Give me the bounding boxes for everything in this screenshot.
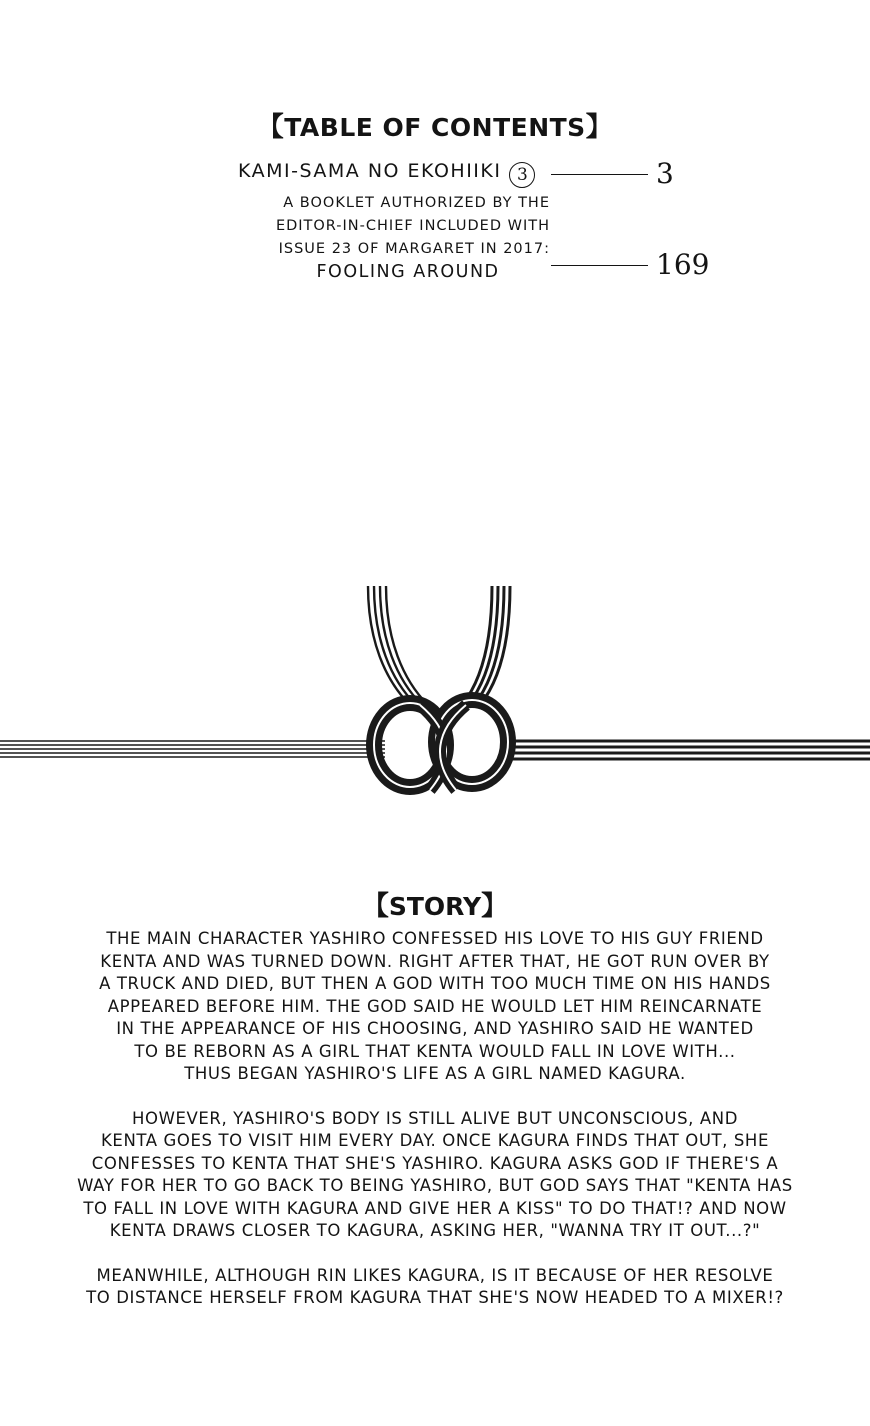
story-line: A TRUCK AND DIED, BUT THEN A GOD WITH TOO MUCH TIME ON HIS HANDS [99, 974, 771, 993]
toc-bracket-open: 【 [256, 112, 285, 143]
toc-heading-text: TABLE OF CONTENTS [284, 113, 586, 142]
story-line: TO FALL IN LOVE WITH KAGURA AND GIVE HER A KISS" TO DO THAT!? AND NOW [83, 1198, 787, 1218]
story-line: HOWEVER, YASHIRO'S BODY IS STILL ALIVE BUT UNCONSCIOUS, AND [131, 1108, 739, 1128]
right-cord [505, 741, 870, 759]
story-bracket-open: 【 [361, 891, 389, 922]
story-line: CONFESSES TO KENTA THAT SHE'S YASHIRO. KAGURA ASKS GOD IF THERE'S A [91, 1153, 779, 1173]
toc-entry-1-leader-line [551, 174, 648, 175]
left-strand [368, 586, 428, 705]
volume-number-badge: 3 [509, 162, 535, 188]
story-line: THE MAIN CHARACTER YASHIRO CONFESSED HIS LOVE TO HIS GUY FRIEND [106, 929, 764, 948]
story-paragraph-3 [40, 1265, 830, 1310]
story-heading-text: STORY [388, 892, 482, 921]
toc-entry-2-description [230, 192, 550, 261]
story-paragraph-1 [40, 928, 830, 1086]
toc-entry-2-description-line: ISSUE 23 OF MARGARET IN 2017: [278, 241, 550, 257]
story-line: KENTA DRAWS CLOSER TO KAGURA, ASKING HER, "WANNA TRY IT OUT...?" [109, 1221, 761, 1240]
toc-entry-2-leader-line [551, 265, 648, 266]
story-line: THUS BEGAN YASHIRO'S LIFE AS A GIRL NAMED KAGURA. [184, 1064, 686, 1083]
story-paragraph-2 [40, 1108, 830, 1243]
toc-entry-1-title-row [238, 160, 535, 188]
toc-entry-2-description-line: A BOOKLET AUTHORIZED BY THE [283, 195, 550, 211]
story-line: WAY FOR HER TO GO BACK TO BEING YASHIRO, BUT GOD SAYS THAT "KENTA HAS [77, 1176, 793, 1195]
story-line: TO DISTANCE HERSELF FROM KAGURA THAT SHE'S NOW HEADED TO A MIXER!? [86, 1288, 784, 1307]
story-line: MEANWHILE, ALTHOUGH RIN LIKES KAGURA, IS IT BECAUSE OF HER RESOLVE [96, 1265, 774, 1285]
mizuhiki-knot-icon [0, 580, 870, 800]
story-line: KENTA AND WAS TURNED DOWN. RIGHT AFTER THAT, HE GOT RUN OVER BY [100, 951, 770, 971]
story-bracket-close: 】 [481, 891, 509, 922]
toc-entry-2-title: FOOLING AROUND [316, 262, 500, 282]
toc-entry-1-title: KAMI-SAMA NO EKOHIIKI [238, 160, 502, 182]
story-line: TO BE REBORN AS A GIRL THAT KENTA WOULD FALL IN LOVE WITH... [134, 1041, 736, 1061]
toc-heading [0, 105, 870, 144]
left-cord [0, 741, 385, 757]
story-line: APPEARED BEFORE HIM. THE GOD SAID HE WOULD LET HIM REINCARNATE [107, 996, 763, 1016]
toc-entry-2-page: 169 [656, 248, 710, 281]
story-line: KENTA GOES TO VISIT HIM EVERY DAY. ONCE KAGURA FINDS THAT OUT, SHE [101, 1131, 769, 1150]
toc-bracket-close: 】 [585, 112, 614, 143]
knot [367, 693, 515, 794]
story-body [40, 928, 830, 1332]
story-line: IN THE APPEARANCE OF HIS CHOOSING, AND YASHIRO SAID HE WANTED [116, 1019, 754, 1038]
story-heading [0, 884, 870, 923]
toc-entry-2-description-line: EDITOR-IN-CHIEF INCLUDED WITH [275, 218, 550, 234]
right-strand [462, 586, 510, 705]
toc-entry-1-page: 3 [656, 157, 674, 190]
